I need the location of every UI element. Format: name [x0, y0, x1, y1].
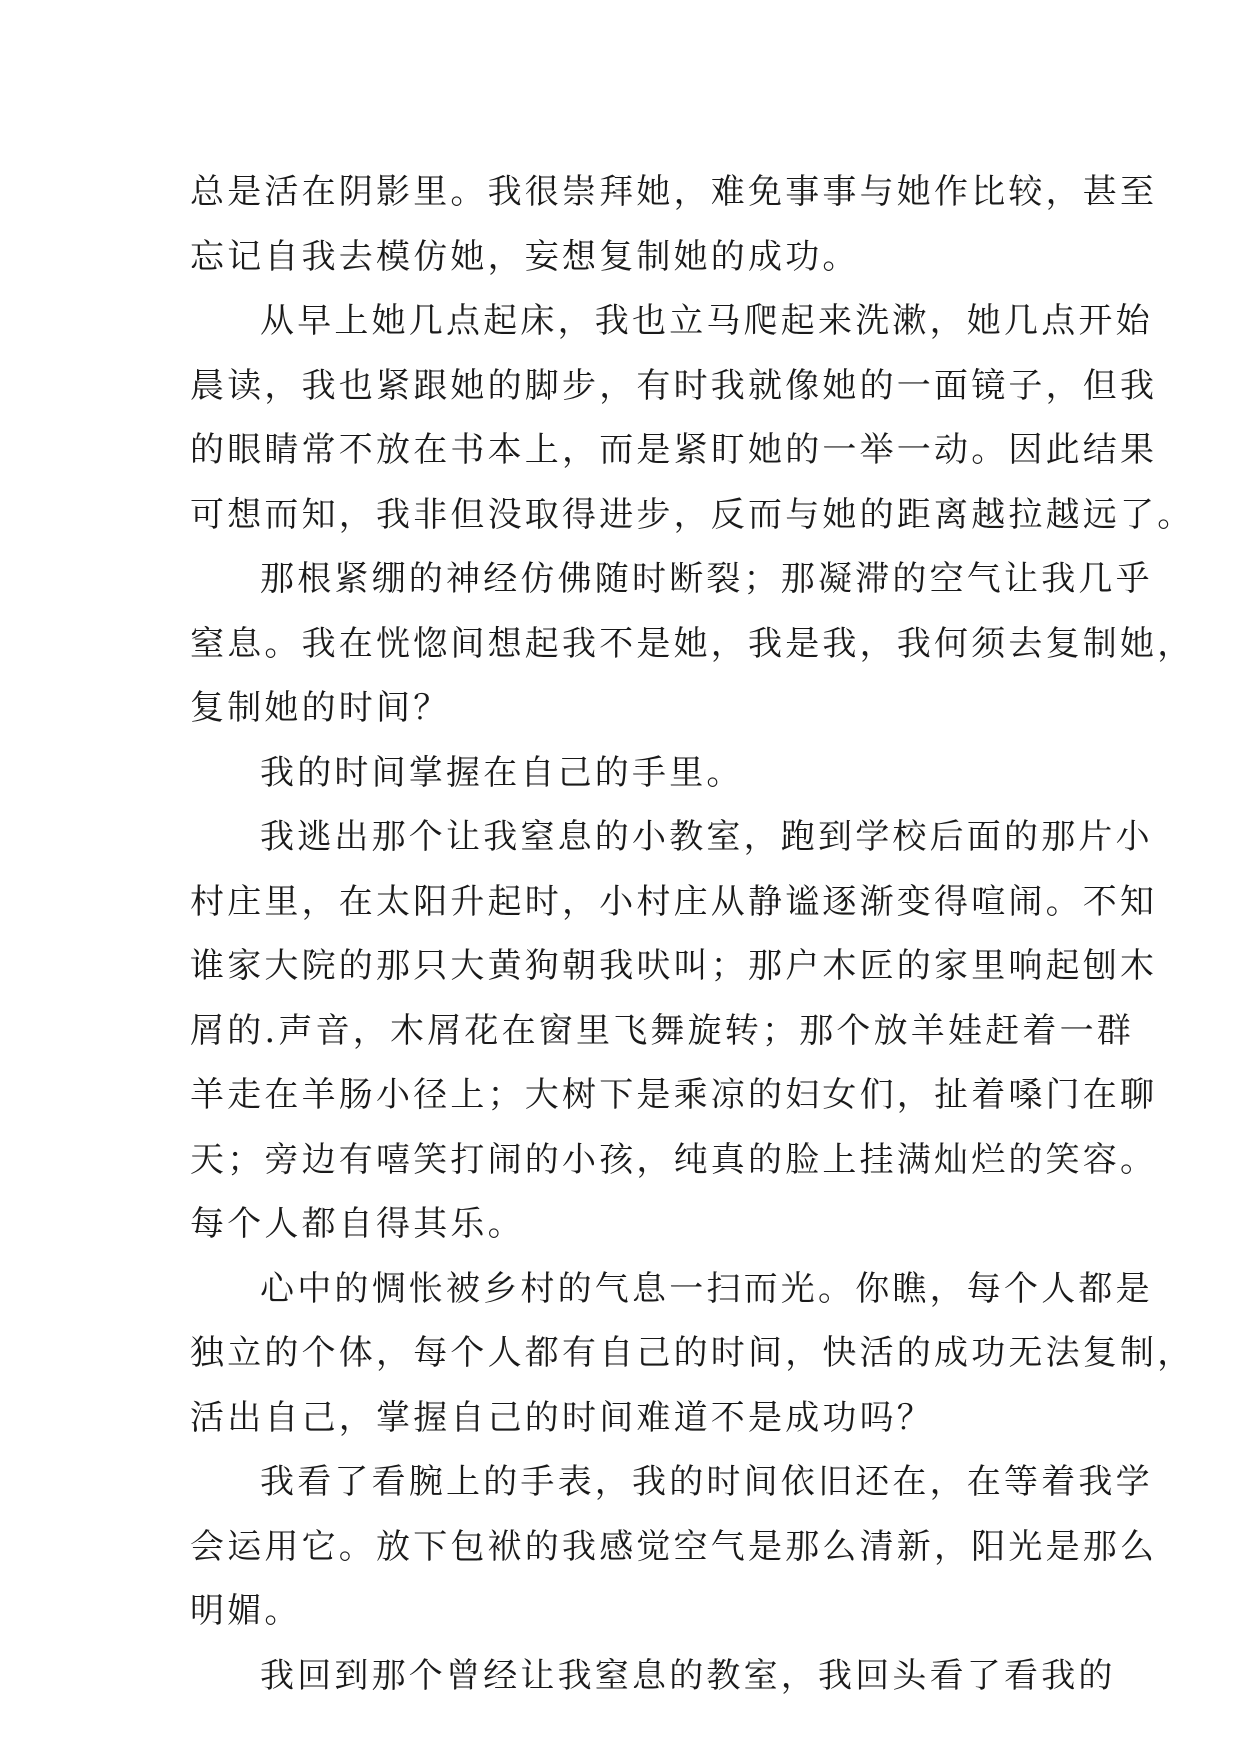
text-line: 村庄里，在太阳升起时，小村庄从静谧逐渐变得喧闹。不知: [190, 881, 1158, 922]
text-line: 天；旁边有嘻笑打闹的小孩，纯真的脸上挂满灿烂的笑容。: [190, 1139, 1158, 1180]
paragraph-first-line: 我看了看腕上的手表，我的时间依旧还在，在等着我学: [260, 1462, 1153, 1502]
text-line: 的眼睛常不放在书本上，而是紧盯她的一举一动。因此结果: [190, 430, 1158, 470]
essay-body: [190, 160, 1195, 1708]
text-line: 每个人都自得其乐。: [190, 1204, 525, 1244]
text-line: 屑的.声音，木屑花在窗里飞舞旋转；那个放羊娃赶着一群: [190, 1010, 1135, 1051]
paragraph-first-line: 那根紧绷的神经仿佛随时断裂；那凝滞的空气让我几乎: [260, 559, 1153, 599]
text-line: 谁家大院的那只大黄狗朝我吠叫；那户木匠的家里响起刨木: [190, 946, 1158, 986]
text-line: 会运用它。放下包袱的我感觉空气是那么清新，阳光是那么: [190, 1526, 1158, 1567]
paragraph-first-line: 从早上她几点起床，我也立马爬起来洗漱，她几点开始: [260, 301, 1153, 341]
text-line: 独立的个体，每个人都有自己的时间，快活的成功无法复制，: [190, 1333, 1195, 1373]
text-line: 忘记自我去模仿她，妄想复制她的成功。: [190, 236, 860, 277]
text-line: 总是活在阴影里。我很崇拜她，难免事事与她作比较，甚至: [190, 172, 1158, 212]
text-line: 窒息。我在恍惚间想起我不是她，我是我，我何须去复制她，: [190, 623, 1195, 664]
text-line: 明媚。: [190, 1591, 302, 1631]
text-line: 活出自己，掌握自己的时间难道不是成功吗？: [190, 1397, 934, 1438]
text-line: 羊走在羊肠小径上；大树下是乘凉的妇女们，扯着嗓门在聊: [190, 1075, 1158, 1115]
paragraph-first-line: 我的时间掌握在自己的手里。: [260, 752, 744, 793]
text-line: 复制她的时间？: [190, 688, 451, 728]
paragraph-first-line: 心中的惆怅被乡村的气息一扫而光。你瞧，每个人都是: [260, 1268, 1153, 1309]
paragraph-first-line: 我逃出那个让我窒息的小教室，跑到学校后面的那片小: [260, 817, 1153, 857]
paragraph-first-line: 我回到那个曾经让我窒息的教室，我回头看了看我的: [260, 1655, 1116, 1696]
text-line: 晨读，我也紧跟她的脚步，有时我就像她的一面镜子，但我: [190, 365, 1158, 406]
text-line: 可想而知，我非但没取得进步，反而与她的距离越拉越远了。: [190, 494, 1195, 535]
